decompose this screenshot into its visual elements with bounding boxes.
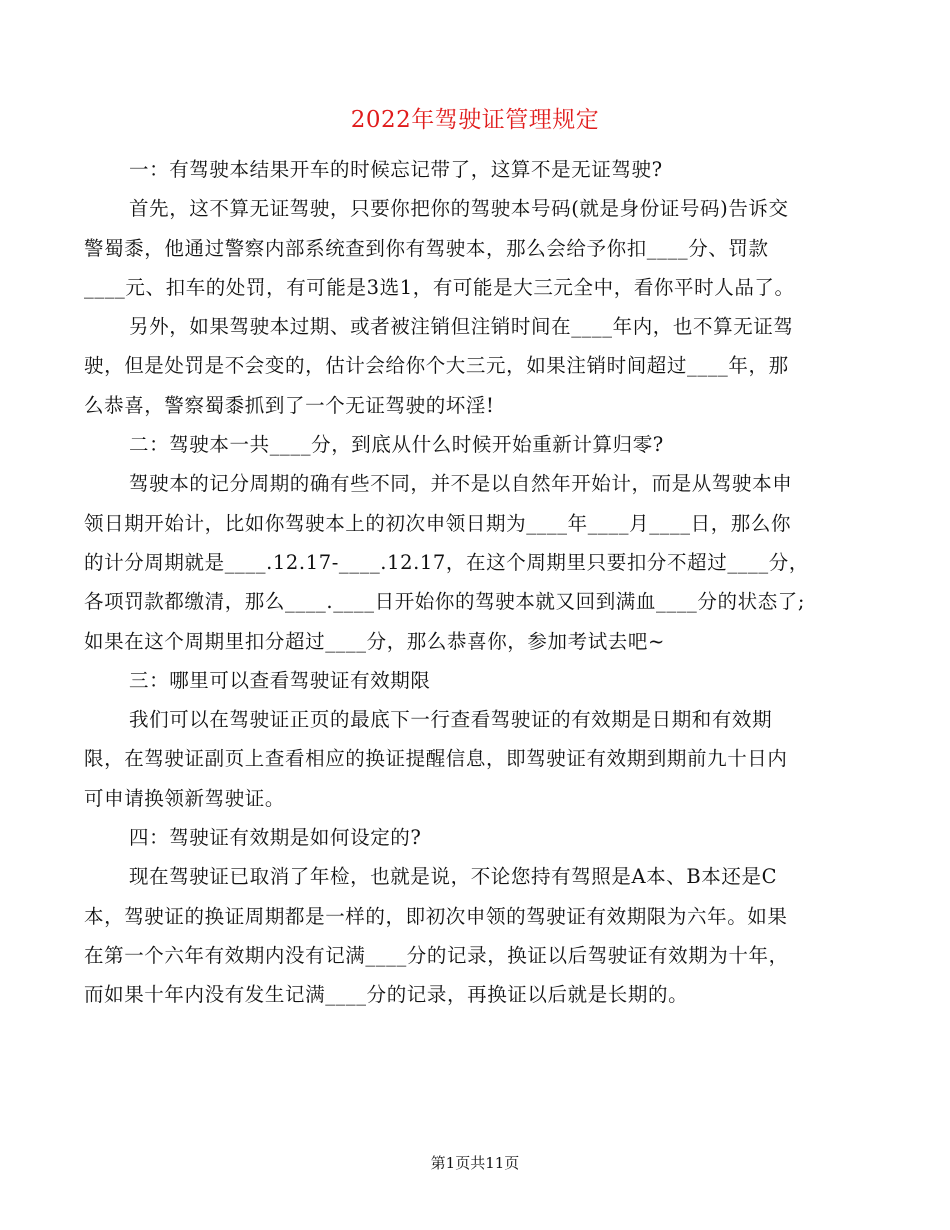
body-line: 四：驾驶证有效期是如何设定的? [129, 826, 422, 850]
body-line: 驾驶本的记分周期的确有些不同，并不是以自然年开始计，而是从驾驶本申 [129, 472, 793, 496]
body-line: 各项罚款都缴清，那么____.____日开始你的驾驶本就又回到满血____分的状态了; [84, 590, 806, 614]
body-line: 的计分周期就是____.12.17-____.12.17，在这个周期里只要扣分不超过____分， [84, 550, 809, 574]
page-number-footer: 第1页共11页 [430, 1154, 520, 1172]
body-line: 么恭喜，警察蜀黍抓到了一个无证驾驶的坏淫! [84, 393, 495, 417]
body-line: 警蜀黍，他通过警察内部系统查到你有驾驶本，那么会给予你扣____分、罚款 [84, 236, 769, 260]
body-line: 在第一个六年有效期内没有记满____分的记录，换证以后驾驶证有效期为十年， [84, 943, 789, 967]
body-line: 驶，但是处罚是不会变的，估计会给你个大三元，如果注销时间超过____年，那 [84, 354, 789, 378]
body-line: 首先，这不算无证驾驶，只要你把你的驾驶本号码(就是身份证号码)告诉交 [129, 197, 789, 221]
body-line: ____元、扣车的处罚，有可能是3选1，有可能是大三元全中，看你平时人品了。 [84, 275, 795, 299]
body-line: 可申请换领新驾驶证。 [84, 786, 286, 810]
body-line: 现在驾驶证已取消了年检，也就是说，不论您持有驾照是A本、B本还是C [129, 865, 778, 889]
body-line: 另外，如果驾驶本过期、或者被注销但注销时间在____年内，也不算无证驾 [129, 315, 794, 339]
document-body [84, 150, 880, 1015]
body-line: 本，驾驶证的换证周期都是一样的，即初次申领的驾驶证有效期限为六年。如果 [84, 904, 788, 928]
document-title: 2022年驾驶证管理规定 [350, 107, 600, 133]
body-line: 三：哪里可以查看驾驶证有效期限 [129, 668, 431, 692]
body-line: 限，在驾驶证副页上查看相应的换证提醒信息，即驾驶证有效期到期前九十日内 [84, 747, 788, 771]
body-line: 我们可以在驾驶证正页的最底下一行查看驾驶证的有效期是日期和有效期 [129, 708, 773, 732]
body-line: 二：驾驶本一共____分，到底从什么时候开始重新计算归零? [129, 433, 664, 457]
body-line: 而如果十年内没有发生记满____分的记录，再换证以后就是长期的。 [84, 983, 689, 1007]
body-line: 领日期开始计，比如你驾驶本上的初次申领日期为____年____月____日，那么你 [84, 511, 792, 535]
body-line: 如果在这个周期里扣分超过____分，那么恭喜你，参加考试去吧~ [84, 629, 665, 653]
body-line: 一：有驾驶本结果开车的时候忘记带了，这算不是无证驾驶? [129, 158, 663, 181]
